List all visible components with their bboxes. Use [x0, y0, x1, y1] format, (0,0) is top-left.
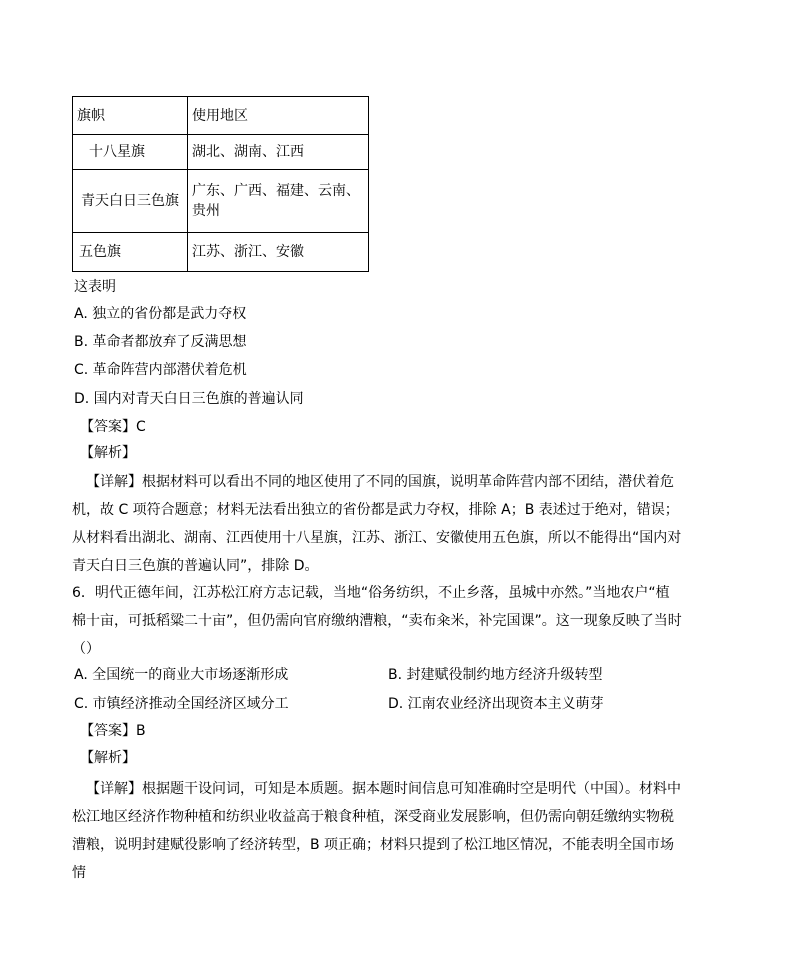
q6-option-c: C. 市镇经济推动全国经济区域分工 — [74, 696, 289, 712]
q6-detail: 【详解】根据题干设问词，可知是本质题。据本题时间信息可知准确时空是明代（中国）。材料中松江地区经济作物种植和纺织业收益高于粮食种植，深受商业发展影响，但仍需向朝廷缴纳实物税漕粮，说明封建赋役影响了经济转型，B 项正确；材料只提到了松江地区情况，不能表明全国市场情 — [72, 781, 681, 881]
q6-analysis-label: 【解析】 — [80, 750, 136, 766]
table-header-row — [73, 97, 369, 135]
table-cell: 江苏、浙江、安徽 — [188, 233, 369, 272]
q5-analysis-label: 【解析】 — [80, 445, 136, 461]
flag-table — [72, 96, 369, 272]
q6-answer: 【答案】B — [80, 723, 146, 739]
table-header-cell: 旗帜 — [73, 97, 188, 135]
q5-option-b: B. 革命者都放弃了反满思想 — [74, 334, 247, 350]
q6-option-b: B. 封建赋役制约地方经济升级转型 — [388, 667, 603, 683]
q6-option-a: A. 全国统一的商业大市场逐渐形成 — [74, 667, 289, 683]
table-header-cell: 使用地区 — [188, 97, 369, 135]
table-row — [73, 170, 369, 233]
table-row — [73, 135, 369, 170]
table-cell: 五色旗 — [73, 233, 188, 272]
table-row — [73, 233, 369, 272]
q5-stem-tail: 这表明 — [74, 279, 116, 295]
table-cell: 湖北、湖南、江西 — [188, 135, 369, 170]
table-cell: 十八星旗 — [73, 135, 188, 170]
q6-stem: 6．明代正德年间，江苏松江府方志记载，当地“俗务纺织，不止乡落，虽城中亦然。”当地农户“植棉十亩，可抵稻粱二十亩”，但仍需向官府缴纳漕粮，“卖布籴米，补完国课”。这一现象反映了当时（） — [72, 585, 682, 657]
table-cell: 广东、广西、福建、云南、贵州 — [188, 170, 369, 233]
q5-answer: 【答案】C — [80, 419, 146, 435]
q5-detail: 【详解】根据材料可以看出不同的地区使用了不同的国旗，说明革命阵营内部不团结，潜伏着危机，故 C 项符合题意；材料无法看出独立的省份都是武力夺权，排除 A；B 表述过于绝对，错误；从材料看出湖北、湖南、江西使用十八星旗，江苏、浙江、安徽使用五色旗，所以不能得出“国内对青天白日三色旗的普遍认同”，排除 D。 — [72, 474, 682, 574]
q5-option-c: C. 革命阵营内部潜伏着危机 — [74, 362, 247, 378]
q5-option-d: D. 国内对青天白日三色旗的普遍认同 — [74, 391, 304, 407]
q6-option-d: D. 江南农业经济出现资本主义萌芽 — [388, 696, 604, 712]
q5-option-a: A. 独立的省份都是武力夺权 — [74, 306, 247, 322]
table-cell: 青天白日三色旗 — [73, 170, 188, 233]
